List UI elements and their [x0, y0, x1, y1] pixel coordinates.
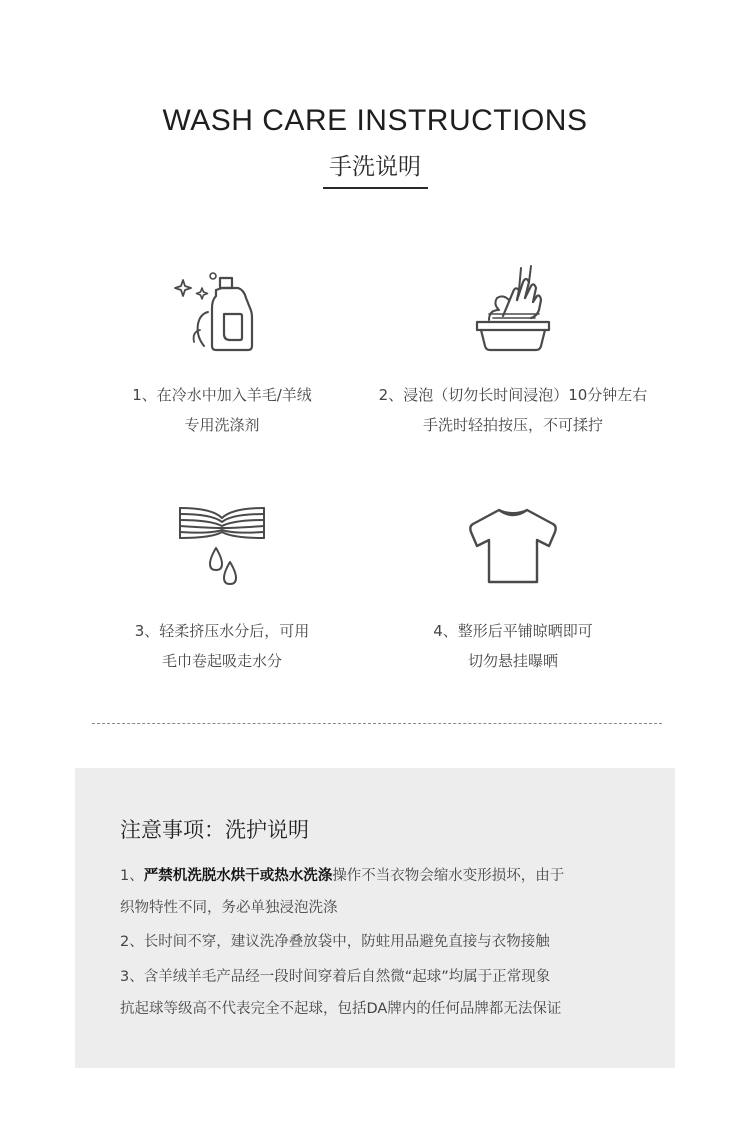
step-2-line-2: 手洗时轻拍按压，不可揉拧	[422, 416, 603, 434]
step-2	[343, 258, 683, 440]
note-3-line-1: 3、含羊绒羊毛产品经一段时间穿着后自然微“起球”均属于正常现象	[120, 969, 551, 985]
title-english: WASH CARE INSTRUCTIONS	[162, 104, 588, 137]
step-3-line-1: 3、轻柔挤压水分后，可用	[134, 622, 310, 640]
step-1-line-1: 1、在冷水中加入羊毛/羊绒	[132, 386, 312, 404]
note-item-3	[120, 961, 650, 1025]
title-chinese: 手洗说明	[329, 154, 421, 180]
step-1	[52, 266, 392, 440]
note-item-2	[120, 926, 650, 958]
step-4	[343, 502, 683, 676]
step-1-line-2: 专用洗涤剂	[184, 416, 260, 434]
step-4-line-1: 4、整形后平铺晾晒即可	[433, 622, 593, 640]
step-2-line-1: 2、浸泡（切勿长时间浸泡）10分钟左右	[378, 386, 648, 404]
note-1-prefix: 1、	[120, 868, 144, 884]
note-3-line-2: 抗起球等级高不代表完全不起球，包括DA牌内的任何品牌都无法保证	[120, 1001, 562, 1017]
detergent-bottle-icon	[172, 266, 272, 358]
step-3-line-2: 毛巾卷起吸走水分	[161, 652, 282, 670]
note-1-warning: 严禁机洗脱水烘干或热水洗涤	[143, 868, 333, 884]
dashed-divider	[92, 723, 662, 724]
step-3	[52, 502, 392, 676]
hand-wash-basin-icon	[463, 258, 563, 358]
notes-panel	[75, 768, 675, 1068]
note-item-1	[120, 860, 650, 924]
wring-towel-icon	[172, 502, 272, 588]
title-underline	[323, 187, 428, 189]
step-4-line-2: 切勿悬挂曝晒	[467, 652, 558, 670]
note-1-line-1	[120, 860, 650, 892]
note-1-rest: 操作不当衣物会缩水变形损坏，由于	[332, 868, 565, 884]
notes-title: 注意事项：洗护说明	[120, 818, 309, 842]
note-2-text: 2、长时间不穿，建议洗净叠放袋中，防蛀用品避免直接与衣物接触	[120, 934, 550, 950]
t-shirt-icon	[463, 502, 563, 588]
note-1-line-2: 织物特性不同，务必单独浸泡洗涤	[120, 900, 338, 916]
